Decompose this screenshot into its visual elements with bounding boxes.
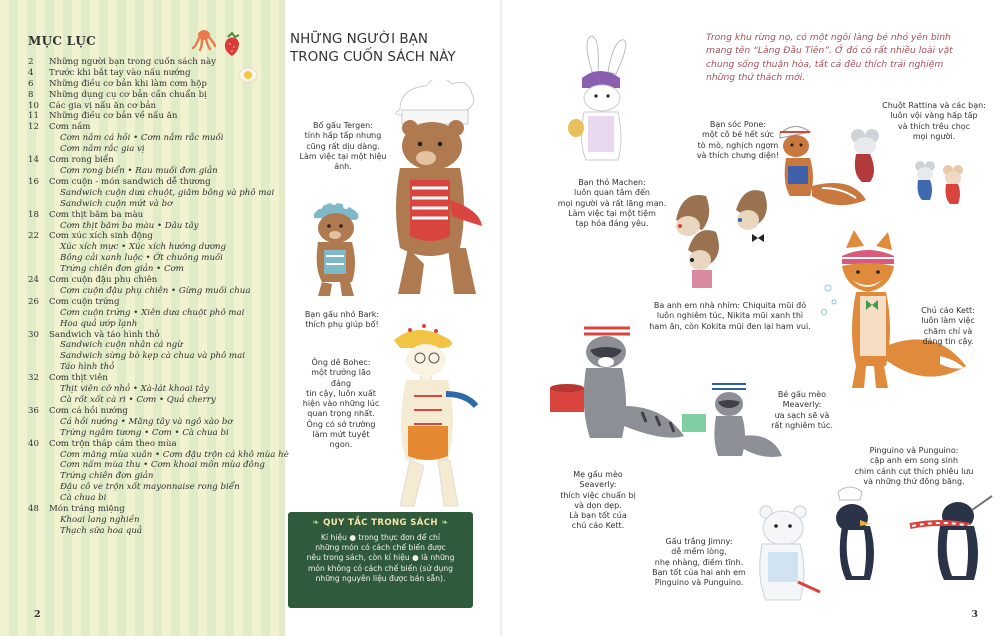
spread-title: NHỮNG NGƯỜI BẠN TRONG CUỐN SÁCH NÀY (290, 31, 456, 65)
toc-entry-title: Cơm cuộn - món sandwich dễ thương (49, 176, 211, 187)
toc-entry (28, 373, 283, 384)
intro-text: Trong khu rừng nọ, có một ngôi làng bé nhỏ yên bình mang tên “Làng Đầu Tiên”. Ở đó có rất nhiều loài vật chung sống thuận hòa, tất cả đều thích trải nghiệm những thử thách mới. (706, 32, 953, 83)
caption-seaverly: Mẹ gấu mèo Seaverly: thích việc chuẩn bị và dọn dẹp. Là bạn tốt của chú cáo Kett. (560, 470, 636, 531)
toc-subitem: Thạch sữa hoa quả (60, 525, 142, 536)
toc-entry (28, 504, 283, 515)
toc-page-number: 11 (28, 111, 39, 122)
toc-entry (28, 439, 283, 450)
caption-penguins: Pinguino và Punguino: cặp anh em song sinh chim cánh cụt thích phiêu lưu và những thứ đông băng. (854, 446, 974, 486)
page-gutter (499, 0, 503, 636)
toc-entry-title: Cơm rong biển (49, 155, 114, 166)
toc-entry-title: Cơm xúc xích sinh động (49, 231, 153, 242)
toc-page-number: 40 (28, 438, 39, 449)
caption-kett: Chú cáo Kett: luôn làm việc chăm chỉ và đáng tin cậy. (921, 306, 975, 346)
toc-subitem: Cơm rong biển • Rau muối đơn giản (60, 165, 218, 176)
caption-bohec: Ông dê Bohec: một trưởng lão đáng tin cậy, luôn xuất hiện vào những lúc quan trọng nhất. Ông có sở trường làm mứt tuyệt ngon. (302, 358, 380, 450)
toc-subitem: Cơm cuộn trứng • Xiên dưa chuột phô mai (60, 307, 245, 318)
toc-entry (28, 297, 283, 308)
caption-meaverly: Bé gấu mèo Meaverly: ưa sạch sẽ và rất nghiêm túc. (771, 390, 833, 430)
toc-subitem: Sandwich cuộn mứt và bơ (60, 198, 173, 209)
toc-entry-title: Sandwich và táo hình thỏ (49, 329, 160, 340)
goat-bohec-illustration (384, 316, 484, 512)
toc-entry (28, 231, 283, 242)
toc-page-number: 4 (28, 67, 34, 78)
toc-entry (28, 68, 283, 79)
caption-bark: Bạn gấu nhỏ Bark: thích phụ giúp bố! (304, 310, 380, 330)
toc-entry (28, 406, 283, 417)
caption-hedgehogs: Ba anh em nhà nhím: Chiquita mũi đỏ luôn nghiêm túc, Nikita mũi xanh thì ham ăn, còn Kokita mũi đen lại ham vui. (649, 301, 811, 331)
bear-tergen-illustration (370, 80, 490, 312)
toc-entry-title: Cơm cuộn đậu phụ chiên (49, 275, 158, 286)
toc-page-number: 26 (28, 296, 39, 307)
toc-list (28, 56, 289, 537)
toc-subitem: Trứng chiên đơn giản (60, 471, 154, 482)
toc-page-number: 16 (28, 176, 39, 187)
toc-entry (28, 155, 283, 166)
toc-page-number: 22 (28, 231, 39, 242)
rules-box (288, 512, 473, 608)
toc-entry-title: Cơm cuộn trứng (49, 296, 120, 307)
toc-entry-title: Những điều cơ bản về nấu ăn (49, 111, 178, 122)
toc-entry-title: Cơm trộn tháp cám theo mùa (49, 438, 177, 449)
toc-entry-title: Trước khi bắt tay vào nấu nướng (49, 67, 191, 78)
toc-entry-title: Cơm thịt viên (49, 373, 108, 384)
toc-page-number: 18 (28, 209, 39, 220)
toc-title: MỤC LỤC (28, 34, 97, 48)
toc-entry (28, 90, 283, 101)
toc-subitem: Cà chua bi (60, 493, 107, 504)
toc-page-number: 10 (28, 100, 39, 111)
toc-page-number: 2 (28, 56, 34, 67)
toc-entry (28, 57, 283, 68)
rules-title: ❧ QUY TẮC TRONG SÁCH ❧ (312, 518, 449, 528)
toc-subitem: Cơm nấm mùa thu • Cơm khoai môn mùa đông (60, 460, 265, 471)
toc-subitem: Khoai lang nghiền (60, 514, 140, 525)
rabbit-machen-illustration (562, 32, 642, 172)
toc-subitem: Cơm nắm cá hồi • Cơm nắm rắc muối (60, 133, 224, 144)
toc-subitem: Sandwich cuộn nhân cá ngừ (60, 340, 183, 351)
toc-entry-title: Cơm thịt băm ba màu (49, 209, 144, 220)
toc-subitem: Hoa quả ướp lạnh (60, 318, 138, 329)
toc-entry (28, 177, 283, 188)
page-number-left: 2 (34, 609, 41, 620)
toc-page-number: 36 (28, 405, 39, 416)
toc-page-number: 12 (28, 122, 39, 133)
toc-entry (28, 79, 283, 90)
toc-subitem: Sandwich sừng bò kẹp cà chua và phô mai (60, 351, 245, 362)
toc-page-number: 8 (28, 89, 34, 100)
toc-entry-title: Các gia vị nấu ăn cơ bản (49, 100, 157, 111)
toc-page-number: 14 (28, 155, 39, 166)
caption-tergen: Bố gấu Tergen: tính hấp tấp nhưng cũng rất dịu dàng. Làm việc tại một hiệu ảnh. (299, 121, 387, 172)
bear-bark-illustration (302, 192, 374, 302)
toc-entry-title: Những điều cơ bản khi làm cơm hộp (49, 78, 207, 89)
raccoons-illustration (546, 316, 786, 466)
caption-pone: Bạn sóc Pone: một cô bé hết sức tò mò, nghịch ngợm và thích chưng diện! (696, 120, 780, 160)
toc-entry (28, 210, 283, 221)
toc-page-number: 30 (28, 329, 39, 340)
rules-text: Kí hiệu ● trong thực đơn để chỉ những món có cách chế biến được nêu trong sách, còn kí hiệu ● là những món không có cách chế biến (sử dụng những nguyên liệu được bán sẵn). (306, 533, 455, 583)
toc-entry (28, 101, 283, 112)
toc-entry-title: Cơm nắm (49, 122, 91, 133)
toc-entry-title: Cơm cá hồi nướng (49, 405, 128, 416)
toc-subitem: Thịt viên cỡ nhỏ • Xà-lát khoai tây (60, 384, 209, 395)
toc-subitem: Cá hồi nướng • Măng tây và ngô xào bơ (60, 416, 233, 427)
toc-page-number: 24 (28, 275, 39, 286)
polar-bear-jimny-illustration (746, 500, 826, 610)
toc-entry (28, 330, 283, 341)
toc-subitem: Trứng ngâm tương • Cơm • Cà chua bi (60, 427, 229, 438)
penguins-illustration (830, 486, 1000, 592)
toc-subitem: Sandwich cuộn dưa chuột, giăm bông và phô mai (60, 187, 275, 198)
toc-subitem: Cơm măng mùa xuân • Cơm đậu trộn cá khô mùa hè (60, 449, 289, 460)
hedgehogs-illustration (666, 180, 776, 298)
caption-jimny: Gấu trắng Jimny: dễ mềm lòng, nhẹ nhàng, điềm tĩnh. Bạn tốt của hai anh em Pinguino và Punguino. (652, 537, 746, 588)
toc-subitem: Táo hình thỏ (60, 362, 115, 373)
toc-subitem: Cà rốt xốt cà ri • Cơm • Quả cherry (60, 395, 216, 405)
page-number-right: 3 (971, 609, 978, 620)
caption-machen: Bạn thỏ Machen: luôn quan tâm đến mọi người và rất lãng mạn. Làm việc tại một tiệm tạp hóa đáng yêu. (557, 178, 667, 229)
toc-subitem: Cơm cuộn đậu phụ chiên • Gừng muối chua (60, 285, 251, 296)
toc-subitem: Xúc xích mực • Xúc xích hướng dương (60, 242, 227, 253)
toc-subitem: Cơm thịt băm ba màu • Dâu tây (60, 220, 199, 231)
toc-page-number: 32 (28, 373, 39, 384)
toc-entry-title: Món tráng miệng (49, 504, 125, 515)
toc-entry-title: Những dụng cụ cơ bản cần chuẩn bị (49, 89, 207, 100)
toc-page-number: 6 (28, 78, 34, 89)
toc-subitem: Bông cải xanh luộc • Ớt chuông muối (60, 253, 223, 264)
toc-entry (28, 275, 283, 286)
toc-entry (28, 111, 283, 122)
toc-entry (28, 122, 283, 133)
toc-entry-title: Những người bạn trong cuốn sách này (49, 56, 216, 67)
toc-subitem: Cơm nắm rắc gia vị (60, 144, 145, 155)
caption-rattina: Chuột Rattina và các bạn: luôn vội vàng hấp tấp và thích trêu chọc mọi người. (882, 101, 986, 141)
toc-subitem: Trứng chiên đơn giản • Cơm (60, 264, 184, 275)
toc-page-number: 48 (28, 504, 39, 515)
table-of-contents (28, 34, 289, 537)
toc-subitem: Đậu cô ve trộn xốt mayonnaise rong biển (60, 482, 240, 493)
